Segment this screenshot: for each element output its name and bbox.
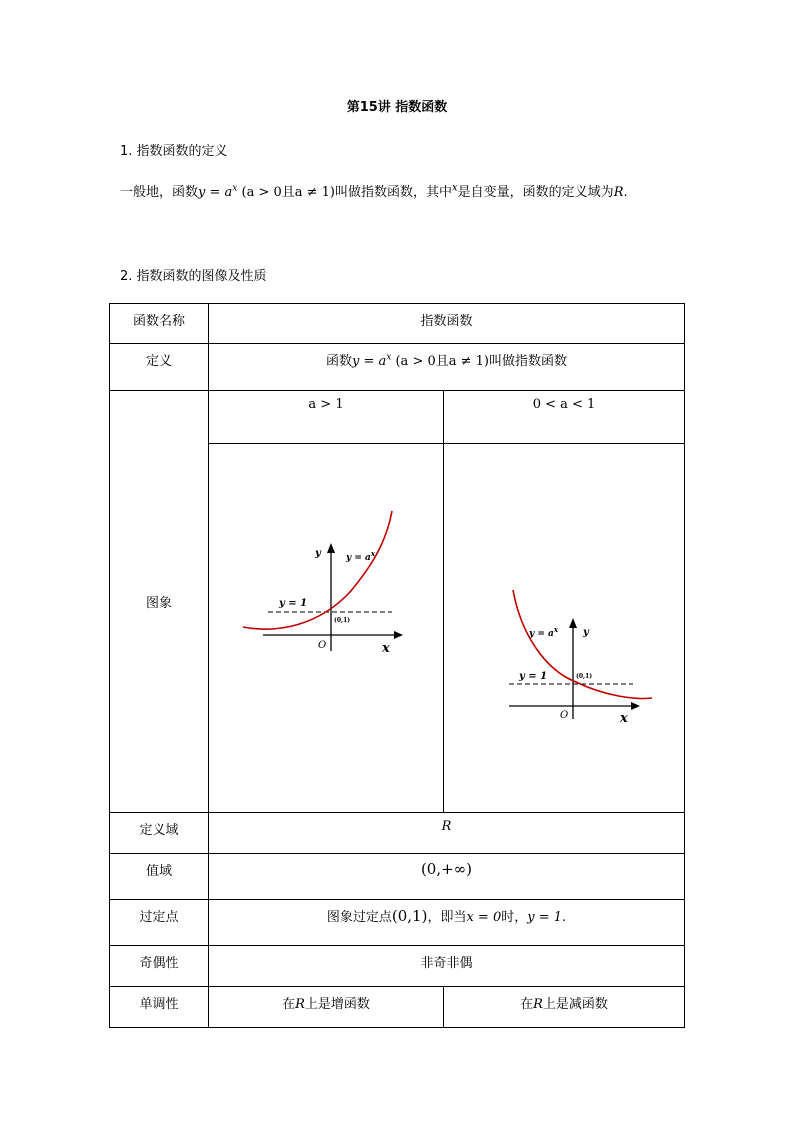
cell-domain-value: R xyxy=(209,813,685,854)
properties-table xyxy=(109,303,685,1028)
cell-name-label: 函数名称 xyxy=(110,304,209,344)
point-mid-2: 时， xyxy=(501,910,528,925)
def-text-1: 一般地，函数 xyxy=(120,185,199,200)
cell-def-label: 定义 xyxy=(110,344,209,391)
def-cell-formula xyxy=(352,354,391,369)
row-range xyxy=(110,854,685,900)
origin-label: O xyxy=(317,640,326,651)
graph-decreasing xyxy=(445,444,684,808)
x-axis-arrow xyxy=(631,702,640,710)
x-axis-arrow xyxy=(394,631,403,639)
cell-parity-value: 非奇非偶 xyxy=(209,946,685,987)
mono-inc-post: 上是增函数 xyxy=(304,997,370,1012)
cell-mono-increasing xyxy=(209,987,444,1028)
y-axis-label: y xyxy=(314,548,321,559)
row-name xyxy=(110,304,685,344)
def-cell-prefix: 函数 xyxy=(325,354,352,369)
graph-increasing xyxy=(210,444,443,808)
point-end: . xyxy=(562,910,567,925)
point-mid: ，即当 xyxy=(427,910,467,925)
point-coords: (0,1) xyxy=(391,907,428,925)
row-monotonicity xyxy=(110,987,685,1028)
row-fixed-point xyxy=(110,900,685,946)
row-parity xyxy=(110,946,685,987)
exp-curve-decreasing xyxy=(513,590,652,698)
cell-domain-label: 定义域 xyxy=(110,813,209,854)
cell-mono-decreasing xyxy=(444,987,685,1028)
cell-range-value: (0,+∞) xyxy=(209,854,685,900)
curve-label-exp: x xyxy=(370,549,375,558)
mono-inc-R: R xyxy=(295,997,305,1012)
def-var-x: x xyxy=(452,182,458,194)
x-axis-label: x xyxy=(619,711,628,726)
asymptote-label: y = 1 xyxy=(518,671,547,682)
cell-name-value: 指数函数 xyxy=(209,304,685,344)
point-y: y = 1 xyxy=(527,910,563,925)
def-cell-formula-base: y = a xyxy=(352,354,387,369)
origin-label: O xyxy=(559,710,568,721)
cell-graph-2 xyxy=(444,444,685,813)
cell-parity-label: 奇偶性 xyxy=(110,946,209,987)
point-condition: x = 0 xyxy=(466,910,502,925)
cell-case-2: 0 < a < 1 xyxy=(444,391,685,444)
cell-mono-label: 单调性 xyxy=(110,987,209,1028)
y-axis-arrow xyxy=(327,543,335,553)
mono-dec-R: R xyxy=(533,997,543,1012)
def-formula-base: y = a xyxy=(198,185,233,200)
def-cell-condition: (a > 0且a ≠ 1) xyxy=(395,354,489,369)
cell-graph-label: 图象 xyxy=(110,391,209,813)
def-formula-exp: x xyxy=(232,183,238,194)
point-label: (0,1) xyxy=(333,617,350,624)
mono-dec-pre: 在 xyxy=(520,997,534,1012)
row-definition xyxy=(110,344,685,391)
def-text-2: 叫做指数函数，其中 xyxy=(335,185,453,200)
point-prefix: 图象过定点 xyxy=(326,910,392,925)
def-text-3: 是自变量，函数的定义域为 xyxy=(457,185,614,200)
section-2-heading: 2. 指数函数的图像及性质 xyxy=(120,269,267,284)
row-graph-cases xyxy=(110,391,685,444)
point-label: (0,1) xyxy=(575,673,592,680)
page-title: 第15讲 指数函数 xyxy=(346,100,448,115)
curve-label-exp: x xyxy=(553,625,558,634)
curve-label xyxy=(345,549,376,563)
mono-inc-pre: 在 xyxy=(282,997,296,1012)
curve-label-base: y = a xyxy=(528,629,554,639)
def-domain-R: R xyxy=(613,185,624,200)
curve-label xyxy=(528,625,559,639)
exp-curve-increasing xyxy=(243,511,392,629)
def-text-end: . xyxy=(623,185,628,200)
def-cell-formula-exp: x xyxy=(386,352,392,363)
cell-case-1: a > 1 xyxy=(209,391,444,444)
row-domain xyxy=(110,813,685,854)
cell-range-label: 值域 xyxy=(110,854,209,900)
definition-paragraph xyxy=(120,181,628,200)
mono-dec-post: 上是减函数 xyxy=(542,997,608,1012)
curve-label-base: y = a xyxy=(345,553,371,563)
section-1-heading: 1. 指数函数的定义 xyxy=(120,144,228,159)
def-formula xyxy=(198,185,237,200)
def-cell-suffix: 叫做指数函数 xyxy=(489,354,568,369)
cell-point-value xyxy=(209,900,685,946)
def-condition: (a > 0且a ≠ 1) xyxy=(241,185,336,200)
cell-def-value xyxy=(209,344,685,391)
asymptote-label: y = 1 xyxy=(278,598,307,609)
x-axis-label: x xyxy=(381,641,390,656)
cell-point-label: 过定点 xyxy=(110,900,209,946)
y-axis-arrow xyxy=(569,618,577,628)
cell-graph-1 xyxy=(209,444,444,813)
y-axis-label: y xyxy=(582,627,589,638)
